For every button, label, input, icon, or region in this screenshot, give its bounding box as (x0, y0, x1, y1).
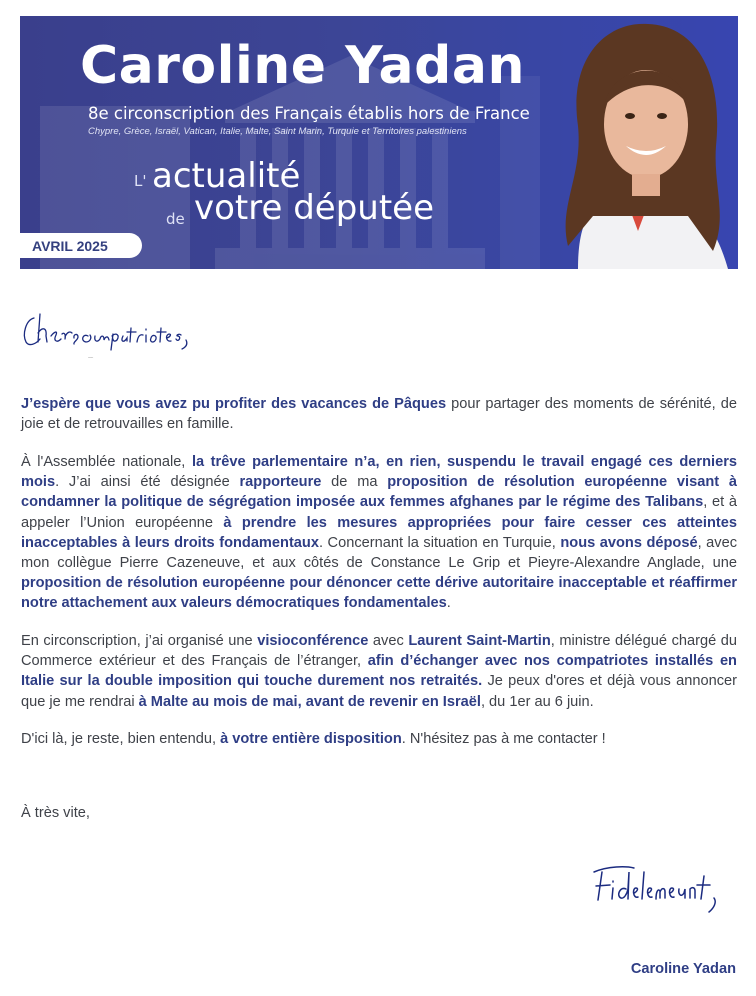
body-text: pour partager des moments de sérénité, de joie et de retrouvailles en famille. (21, 396, 737, 433)
tagline-actualite: actualité (152, 156, 301, 196)
tagline-votre-deputee: votre députée (194, 188, 435, 228)
closing-line: À très vite, (21, 805, 90, 821)
body-text: , et à appeler l’Union européenne (21, 494, 738, 531)
tagline-article: L' (134, 172, 147, 190)
emphasis-text: visioconférence (257, 633, 369, 650)
body-text: avec (368, 633, 409, 650)
handwritten-salutation (20, 306, 190, 356)
body-text: . N'hésitez pas à me contacter ! (401, 731, 606, 748)
emphasis-text: à Malte au mois de mai, avant de revenir en Israël (138, 693, 481, 710)
banner-countries: Chypre, Grèce, Israël, Vatican, Italie, Malte, Saint Marin, Turquie et Territoires palestiniens (88, 126, 467, 137)
banner-title: Caroline Yadan (80, 36, 525, 96)
signer-name: Caroline Yadan (630, 961, 736, 977)
body-text: En circonscription, j’ai organisé une (21, 633, 258, 650)
header-banner (20, 16, 738, 269)
body-text: Je peux d'ores et déjà vous annoncer que je me rendrai (21, 673, 737, 710)
emphasis-text: nous avons déposé (560, 534, 698, 551)
tagline-de: de (166, 210, 185, 228)
body-text: , ministre délégué chargé du Commerce extérieur et des Français de l’étranger, (21, 633, 738, 670)
body-text: , du 1er au 6 juin. (480, 693, 594, 710)
paragraph-circonscription (21, 631, 737, 712)
emphasis-text: à prendre les mesures appropriées pour faire cesser ces atteintes inacceptables à leurs droits fondamentaux (21, 514, 737, 551)
body-text: . J’ai ainsi été désignée (55, 474, 240, 491)
banner-subtitle: 8e circonscription des Français établis hors de France (88, 104, 530, 123)
emphasis-text: rapporteure (239, 474, 322, 491)
paragraph-vacances (21, 394, 737, 434)
body-text: . (446, 595, 451, 612)
emphasis-text: J’espère que vous avez pu profiter des vacances de Pâques (21, 396, 447, 412)
body-text: À l'Assemblée nationale, (21, 453, 192, 470)
issue-date-badge: AVRIL 2025 (20, 233, 142, 258)
deputy-portrait (538, 16, 738, 269)
emphasis-text: à votre entière disposition (220, 731, 402, 748)
paragraph-disposition (21, 729, 737, 749)
emphasis-text: Laurent Saint-Martin (408, 633, 551, 650)
paragraph-assemblee (21, 452, 737, 614)
body-text: . Concernant la situation en Turquie, (318, 534, 561, 551)
letter-body (21, 394, 737, 767)
emphasis-text: proposition de résolution européenne pour dénoncer cette dérive autoritaire inacceptable et réaffirmer notre attachement aux valeurs démocratiques fondamentales (21, 575, 737, 612)
emphasis-text: afin d’échanger avec nos compatriotes installés en Italie sur la double imposition qui touche durement nos retraités. (21, 653, 737, 690)
emphasis-text: la trêve parlementaire n’a, en rien, suspendu le travail engagé ces derniers mois (21, 453, 737, 491)
body-text: D'ici là, je reste, bien entendu, (21, 731, 221, 748)
body-text: de ma (321, 474, 388, 491)
body-text: , avec mon collègue Pierre Cazeneuve, et aux côtés de Constance Le Grip et Pieyre-Alexandre Anglade, une (21, 534, 738, 571)
emphasis-text: proposition de résolution européenne visant à condamner la politique de ségrégation imposée aux femmes afghanes par le régime des Talibans (21, 474, 738, 511)
svg-text:Fidèlement,: Fidèlement, (88, 358, 94, 359)
